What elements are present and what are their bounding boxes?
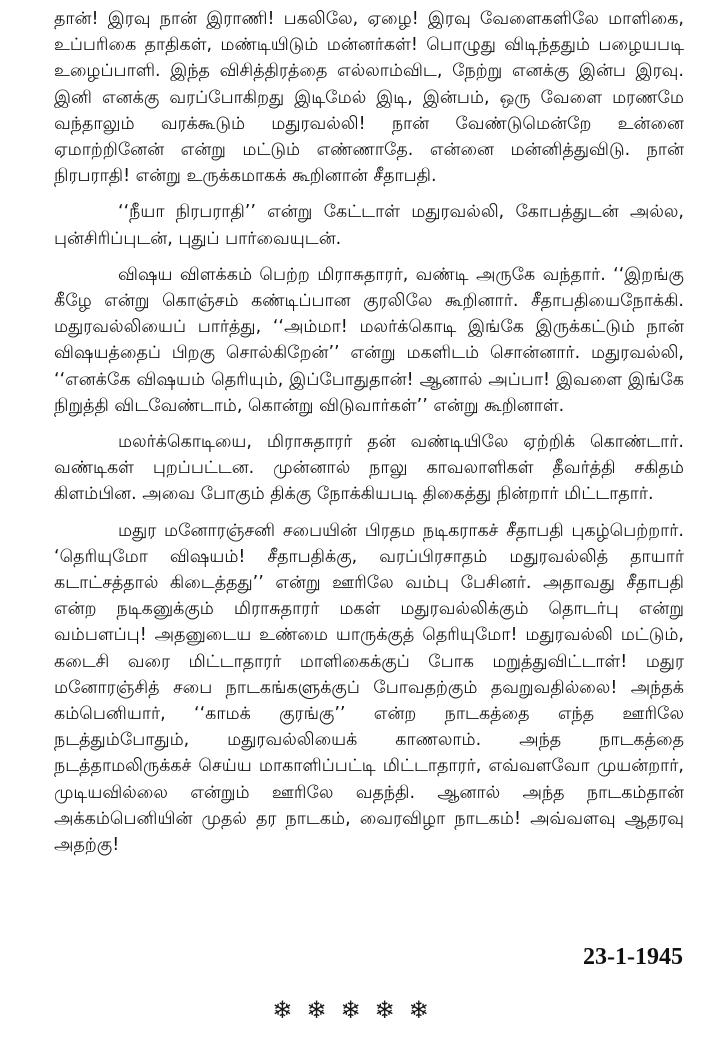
paragraph: விஷய விளக்கம் பெற்ற மிராசுதாரர், வண்டி அருகே வந்தார். ‘‘இறங்கு கீழே என்று கொஞ்சம் கண்டிப்பான குரலிலே கூறினார். சீதாபதியைநோக்கி. மதுரவல்லியைப் பார்த்து, ‘‘அம்மா! மலர்க்கொடி இங்கே இருக்கட்டும் நான் விஷயத்தைப் பிறகு சொல்கிறேன்’’ என்று மகளிடம் சொன்னார். மதுரவல்லி, ‘‘எனக்கே விஷயம் தெரியும், இப்போதுதான்! ஆனால் அப்பா! இவளை இங்கே நிறுத்தி விடவேண்டாம், கொன்று விடுவார்கள்’’ என்று கூறினாள்.: [54, 264, 684, 416]
paragraph-continuation: தான்! இரவு நான் இராணி! பகலிலே, ஏழை! இரவு வேளைகளிலே மாளிகை, உப்பரிகை தாதிகள், மண்டியிடும் மன்னர்கள்! பொழுது விடிந்ததும் பழையபடி உழைப்பாளி. இந்த விசித்திரத்தை எல்லாம்விட, நேற்று எனக்கு இன்ப இரவு. இனி எனக்கு வரப்போகிறது இடிமேல் இடி, இன்பம், ஒரு வேளை மரணமே வந்தாலும் வரக்கூடும் மதுரவல்லி! நான் வேண்டுமென்றே உன்னை ஏமாற்றினேன் என்று மட்டும் எண்ணாதே. என்னை மன்னித்துவிடு. நான் நிரபராதி! என்று உருக்கமாகக் கூறினான் சீதாபதி.: [54, 9, 684, 187]
paragraph: ‘‘நீயா நிரபராதி’’ என்று கேட்டாள் மதுரவல்லி, கோபத்துடன் அல்ல, புன்சிரிப்புடன், புதுப் பார்வையுடன்.: [54, 202, 684, 249]
body-text: [54, 6, 684, 858]
date-stamp: 23-1-1945: [583, 944, 683, 970]
paragraph: மதுர மனோரஞ்சனி சபையின் பிரதம நடிகராகச் சீதாபதி புகழ்பெற்றார். ‘தெரியுமோ விஷயம்! சீதாபதிக்கு, வரப்பிரசாதம் மதுரவல்லித் தாயார் கடாட்சத்தால் கிடைத்தது’’ என்று ஊரிலே வம்பு பேசினர். அதாவது சீதாபதி என்ற நடிகனுக்கும் மிராசுதாரர் மகள் மதுரவல்லிக்கும் தொடர்பு என்று வம்பளப்பு! அதனுடைய உண்மை யாருக்குத் தெரியுமோ! மதுரவல்லி மட்டும், கடைசி வரை மிட்டாதாரர் மாளிகைக்குப் போக மறுத்துவிட்டாள்! மதுர மனோரஞ்சித் சபை நாடகங்களுக்குப் போவதற்கும் தவறுவதில்லை! அந்தக் கம்பெனியார், ‘‘காமக் குரங்கு’’ என்ற நாடகத்தை எந்த ஊரிலே நடத்தும்போதும், மதுரவல்லியைக் காணலாம். அந்த நாடகத்தை நடத்தாமலிருக்கச் செய்ய மாகாளிப்பட்டி மிட்டாதாரர், எவ்வளவோ முயன்றார், முடியவில்லை என்றும் ஊரிலே வதந்தி. ஆனால் அந்த நாடகம்தான் அக்கம்பெனியின் முதல் தர நாடகம், வைரவிழா நாடகம்! அவ்வளவு ஆதரவு அதற்கு!: [54, 520, 684, 856]
section-separator-icon: ❄❄❄❄❄: [272, 996, 443, 1024]
paragraph: மலர்க்கொடியை, மிராசுதாரர் தன் வண்டியிலே ஏற்றிக் கொண்டார். வண்டிகள் புறப்பட்டன. முன்னால் நாலு காவலாளிகள் தீவர்த்தி சகிதம் கிளம்பின. அவை போகும் திக்கு நோக்கியபடி திகைத்து நின்றார் மிட்டாதார்.: [54, 432, 684, 505]
